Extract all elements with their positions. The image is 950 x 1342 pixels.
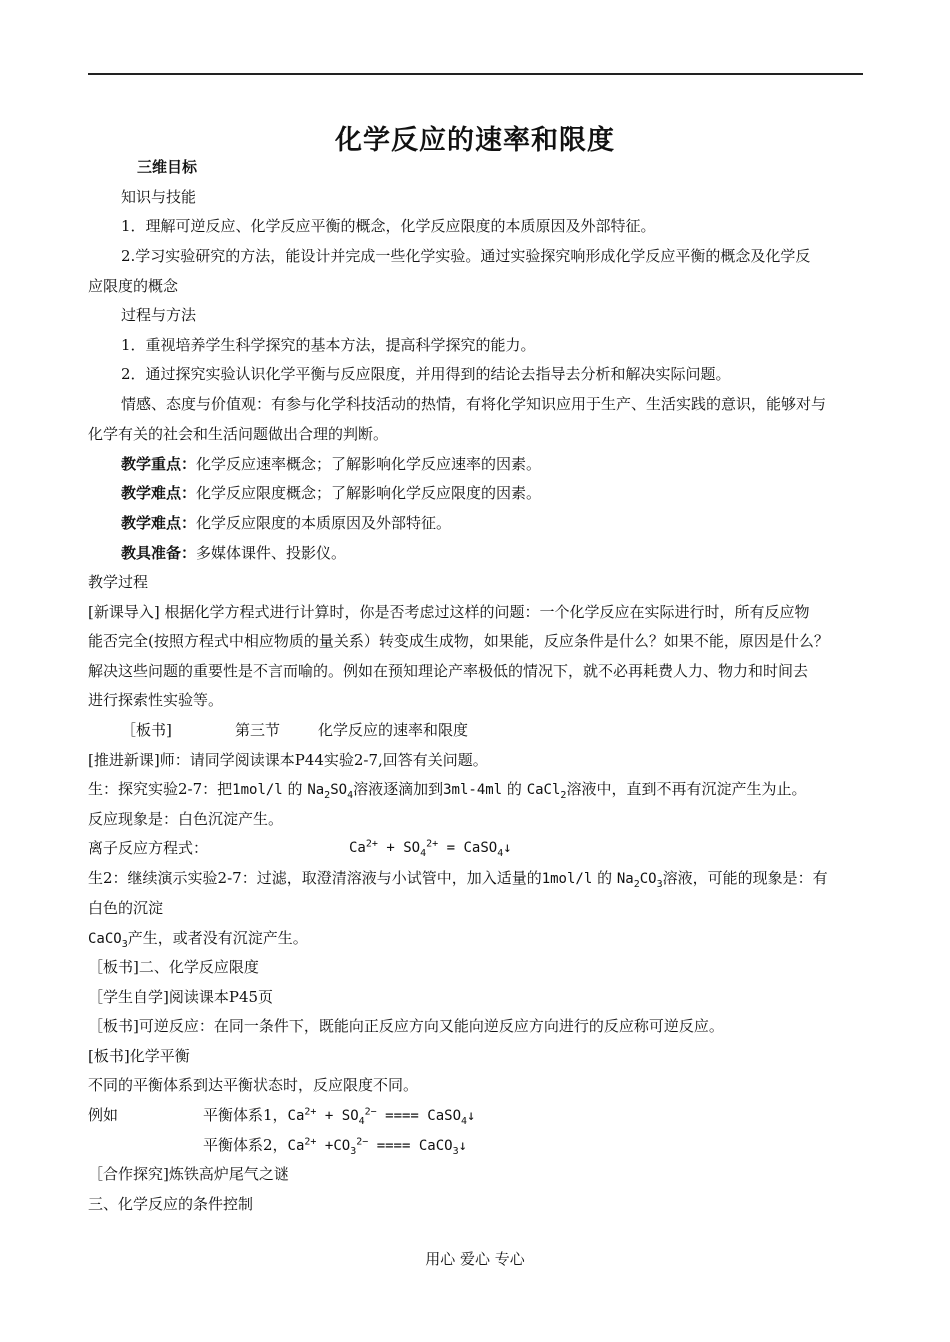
formula-sup: 2+ (304, 1136, 317, 1148)
intro-line-4: 进行探索性实验等。 (88, 691, 224, 709)
system-label: 平衡体系1， (203, 1106, 288, 1124)
system-equation (287, 1106, 476, 1127)
process-item-2: 2．通过探究实验认识化学平衡与反应限度，并用得到的结论去指导去分析和解决实际问题。 (121, 365, 731, 383)
formula-sub: 2 (560, 789, 567, 801)
student2-line (88, 868, 828, 889)
key-point-label: 教学重点： (121, 455, 197, 473)
formula-part: CaCO (88, 931, 122, 947)
document-title: 化学反应的速率和限度 (335, 125, 615, 156)
emotion-line-1: 情感、态度与价值观：有参与化学科技活动的热情，有将化学知识应用于生产、生活实践的意识，能够对与 (121, 395, 827, 413)
different-line: 不同的平衡体系到达平衡状态时，反应限度不同。 (88, 1076, 419, 1094)
formula-part: CO (639, 871, 657, 887)
formula-part: SO (330, 782, 348, 798)
formula-sub: 4 (420, 847, 427, 859)
equilibrium-sign: ==== (385, 1108, 419, 1124)
formula-sub: 4 (497, 847, 504, 859)
formula-sub: 3 (121, 938, 128, 950)
key-point-text: 化学反应限度概念；了解影响化学反应限度的因素。 (196, 484, 542, 502)
teaching-process-heading: 教学过程 (88, 573, 149, 591)
formula-part: CO (333, 1138, 351, 1154)
key-point (121, 483, 541, 503)
key-point-label: 教学难点： (121, 514, 197, 532)
formula-part: Ca (349, 840, 366, 856)
student2-of: 的 (597, 869, 613, 887)
key-point-text: 化学反应限度的本质原因及外部特征。 (196, 514, 452, 532)
precipitate-arrow-icon: ↓ (467, 1108, 476, 1124)
plus-sign: + (386, 840, 395, 856)
formula-sub: 2 (324, 789, 331, 801)
student1-line (88, 779, 806, 800)
caco3-formula (88, 931, 128, 950)
key-point (121, 454, 541, 474)
key-point-label: 教具准备： (121, 544, 197, 562)
formula-sub: 4 (461, 1115, 468, 1127)
formula-sub: 3 (452, 1145, 459, 1157)
key-point-text: 化学反应速率概念；了解影响化学反应速率的因素。 (196, 455, 542, 473)
key-point (121, 513, 451, 533)
system-label: 平衡体系2， (203, 1136, 288, 1154)
system-equation (287, 1136, 468, 1157)
formula-sub: 2 (633, 878, 640, 890)
cooperate-line: ［合作探究]炼铁高炉尾气之谜 (88, 1165, 289, 1183)
knowledge-item-2-cont: 应限度的概念 (88, 277, 179, 295)
intro-line-2: 能否完全(按照方程式中相应物质的量关系）转变成生成物，如果能，反应条件是什么？如果不能，原因是什么？ (88, 632, 829, 650)
volume: 3ml-4ml (443, 782, 503, 798)
equilibrium-system-2 (203, 1135, 467, 1156)
equilibrium-system-1 (203, 1105, 475, 1126)
formula-sub: 3 (656, 878, 663, 890)
formula-sup: 2− (364, 1106, 377, 1118)
process-heading: 过程与方法 (121, 306, 197, 324)
student1-post: 溶液中，直到不再有沉淀产生为止。 (566, 780, 807, 798)
equilibrium-sign: ==== (376, 1138, 411, 1154)
formula-part: Ca (287, 1138, 305, 1154)
board-tag: ［板书] (121, 721, 172, 739)
ionic-equation (349, 838, 512, 858)
advance-line: [推进新课]师：请同学阅读课本P44实验2-7,回答有关问题。 (88, 751, 488, 769)
na2co3-formula (616, 871, 663, 890)
process-item-1: 1．重视培养学生科学探究的基本方法，提高科学探究的能力。 (121, 336, 536, 354)
key-point-label: 教学难点： (121, 484, 197, 502)
intro-line-3: 解决这些问题的重要性是不言而喻的。例如在预知理论产率极低的情况下，就不必再耗费人力、物力和时间去 (88, 662, 809, 680)
header-rule (88, 73, 863, 75)
phenomenon-line: 反应现象是：白色沉淀产生。 (88, 810, 284, 828)
board-topic: 化学反应的速率和限度 (318, 721, 469, 739)
board-line-3: ［板书]可逆反应：在同一条件下，既能向正反应方向又能向逆反应方向进行的反应称可逆反应。 (88, 1017, 724, 1035)
formula-part: Ca (287, 1108, 305, 1124)
emotion-line-2: 化学有关的社会和生活问题做出合理的判断。 (88, 425, 389, 443)
concentration: 1mol/l (541, 871, 593, 887)
formula-sub: 3 (350, 1145, 357, 1157)
plus-sign: + (324, 1138, 334, 1154)
example-label: 例如 (88, 1106, 119, 1124)
student1-pre: 生：探究实验2-7：把 (88, 780, 233, 798)
key-point (121, 543, 346, 563)
student2-line-3 (88, 928, 308, 949)
formula-sub: 4 (358, 1115, 365, 1127)
precipitate-arrow-icon: ↓ (503, 840, 512, 856)
formula-part: SO (341, 1108, 359, 1124)
knowledge-heading: 知识与技能 (121, 188, 197, 206)
formula-part: Na (307, 782, 325, 798)
student1-of: 的 (287, 780, 303, 798)
board-line-2: ［板书]二、化学反应限度 (88, 958, 259, 976)
intro-line-1: [新课导入] 根据化学方程式进行计算时，你是否考虑过这样的问题：一个化学反应在实际进行时，所有反应物 (88, 603, 810, 621)
section-heading: 三维目标 (137, 158, 198, 176)
cacl2-formula (526, 782, 567, 801)
student1-of: 的 (506, 780, 522, 798)
key-point-text: 多媒体课件、投影仪。 (196, 544, 347, 562)
page-footer: 用心 爱心 专心 (425, 1250, 525, 1268)
student2-line3-text: 产生，或者没有沉淀产生。 (127, 929, 308, 947)
precipitate-arrow-icon: ↓ (458, 1138, 468, 1154)
na2so4-formula (307, 782, 354, 801)
formula-sub: 4 (347, 789, 354, 801)
formula-part: CaCl (526, 782, 561, 798)
self-study-line: ［学生自学]阅读课本P45页 (88, 988, 274, 1006)
formula-part: CaCO (418, 1138, 453, 1154)
board-section: 第三节 (235, 721, 281, 739)
student2-pre: 生2：继续演示实验2-7：过滤，取澄清溶液与小试管中，加入适量的 (88, 869, 542, 887)
formula-part: CaSO (427, 1108, 462, 1124)
formula-sup: 2+ (304, 1106, 317, 1118)
formula-part: CaSO (463, 840, 498, 856)
board-line-4: [板书]化学平衡 (88, 1047, 190, 1065)
formula-part: SO (403, 840, 421, 856)
formula-sup: 2+ (426, 838, 439, 850)
formula-sup: 2+ (365, 838, 378, 850)
section-3-heading: 三、化学反应的条件控制 (88, 1195, 254, 1213)
concentration: 1mol/l (232, 782, 283, 798)
formula-part: Na (616, 871, 634, 887)
knowledge-item-2: 2.学习实验研究的方法，能设计并完成一些化学实验。通过实验探究响形成化学反应平衡的概念及化学反 (121, 247, 811, 265)
student2-post: 溶液，可能的现象是：有 (662, 869, 828, 887)
equals-sign: = (446, 840, 456, 856)
student2-line-2: 白色的沉淀 (88, 899, 164, 917)
student1-mid: 溶液逐滴加到 (353, 780, 444, 798)
formula-sup: 2− (356, 1136, 369, 1148)
knowledge-item-1: 1．理解可逆反应、化学反应平衡的概念，化学反应限度的本质原因及外部特征。 (121, 217, 656, 235)
ionic-label: 离子反应方程式： (88, 839, 209, 857)
plus-sign: + (324, 1108, 334, 1124)
